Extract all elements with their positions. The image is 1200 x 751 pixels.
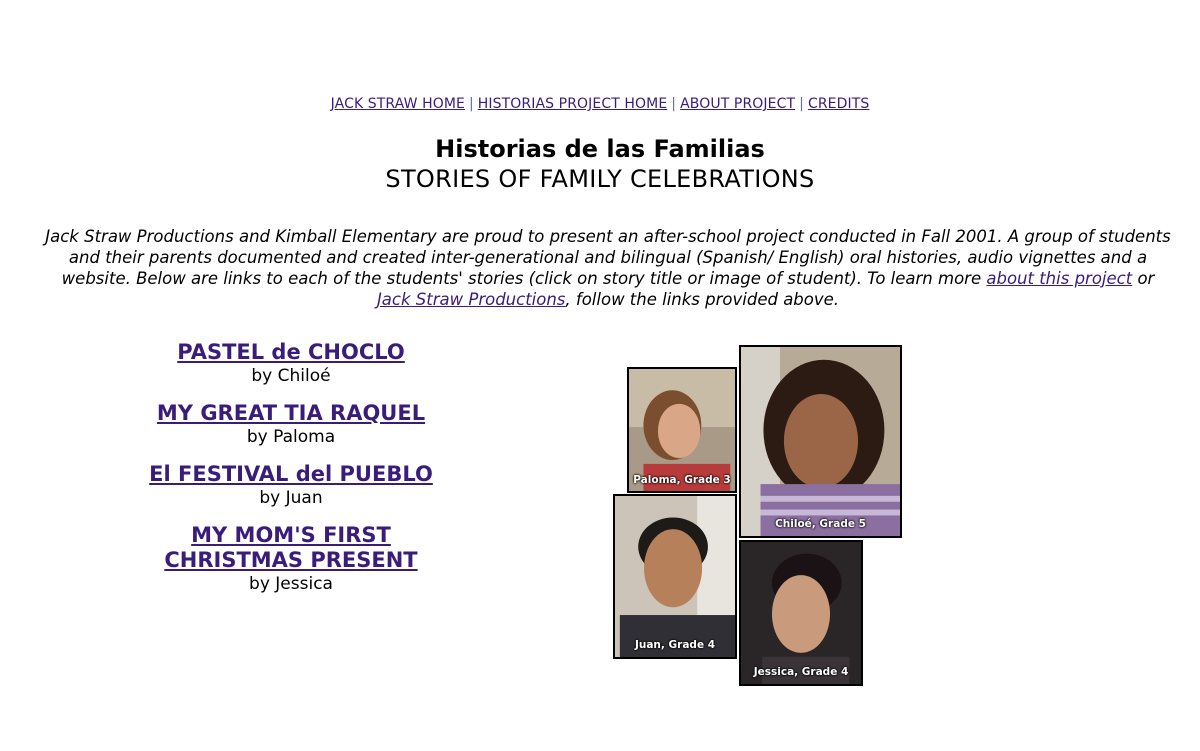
student-portrait-image <box>629 369 735 491</box>
story-item <box>120 523 462 595</box>
nav-link-jack-straw-home[interactable]: JACK STRAW HOME <box>330 96 465 112</box>
story-link-my-great-tia-raquel[interactable]: MY GREAT TIA RAQUEL <box>156 401 426 425</box>
story-list <box>120 340 462 609</box>
story-item <box>120 340 462 387</box>
student-photo-jessica[interactable] <box>739 540 863 686</box>
nav-separator: | <box>799 96 804 112</box>
page-title: Historias de las Familias <box>435 135 765 163</box>
story-byline: by Juan <box>259 488 323 508</box>
photo-caption: Jessica, Grade 4 <box>753 666 849 678</box>
student-portrait-image <box>741 542 861 684</box>
student-photo-juan[interactable] <box>613 494 737 659</box>
intro-text: Jack Straw Productions and Kimball Elementary are proud to present an after-school project conducted in Fall 2001. A group of students and their parents documented and created inter-generational and bilingual (Spanish/ English) oral histories, audio vignettes and a website. Below are links to each of the students' stories (click on story title or image of student). To learn more <box>45 227 1171 288</box>
nav-link-about-project[interactable]: ABOUT PROJECT <box>680 96 796 112</box>
story-byline: by Jessica <box>249 574 333 594</box>
page-subtitle: STORIES OF FAMILY CELEBRATIONS <box>385 165 815 193</box>
nav-separator: | <box>468 96 474 112</box>
title-block <box>0 134 1200 194</box>
nav-link-credits[interactable]: CREDITS <box>807 96 870 112</box>
intro-text: , follow the links provided above. <box>565 290 840 309</box>
student-portrait-image <box>615 496 735 657</box>
nav-link-historias-project-home[interactable]: HISTORIAS PROJECT HOME <box>477 96 668 112</box>
student-portrait-image <box>741 347 900 536</box>
intro-paragraph <box>45 226 1171 310</box>
story-byline: by Paloma <box>246 427 336 447</box>
story-link-el-festival-del-pueblo[interactable]: El FESTIVAL del PUEBLO <box>149 462 433 486</box>
story-link-pastel-de-choclo[interactable]: PASTEL de CHOCLO <box>177 340 405 364</box>
story-byline: by Chiloé <box>251 366 331 386</box>
photo-caption: Juan, Grade 4 <box>634 639 716 651</box>
about-project-link[interactable]: about this project <box>986 269 1133 288</box>
story-link-my-moms-first-christmas-present[interactable]: MY MOM'S FIRST CHRISTMAS PRESENT <box>164 523 418 572</box>
story-item <box>120 401 462 448</box>
jack-straw-productions-link[interactable]: Jack Straw Productions <box>376 290 566 309</box>
story-item <box>120 462 462 509</box>
student-photo-paloma[interactable] <box>627 367 737 493</box>
top-navigation <box>0 96 1200 112</box>
photo-caption: Chiloé, Grade 5 <box>775 518 866 530</box>
photo-caption: Paloma, Grade 3 <box>633 474 731 486</box>
intro-text: or <box>1132 269 1155 288</box>
student-photo-chiloe[interactable] <box>739 345 902 538</box>
nav-separator: | <box>671 96 677 112</box>
